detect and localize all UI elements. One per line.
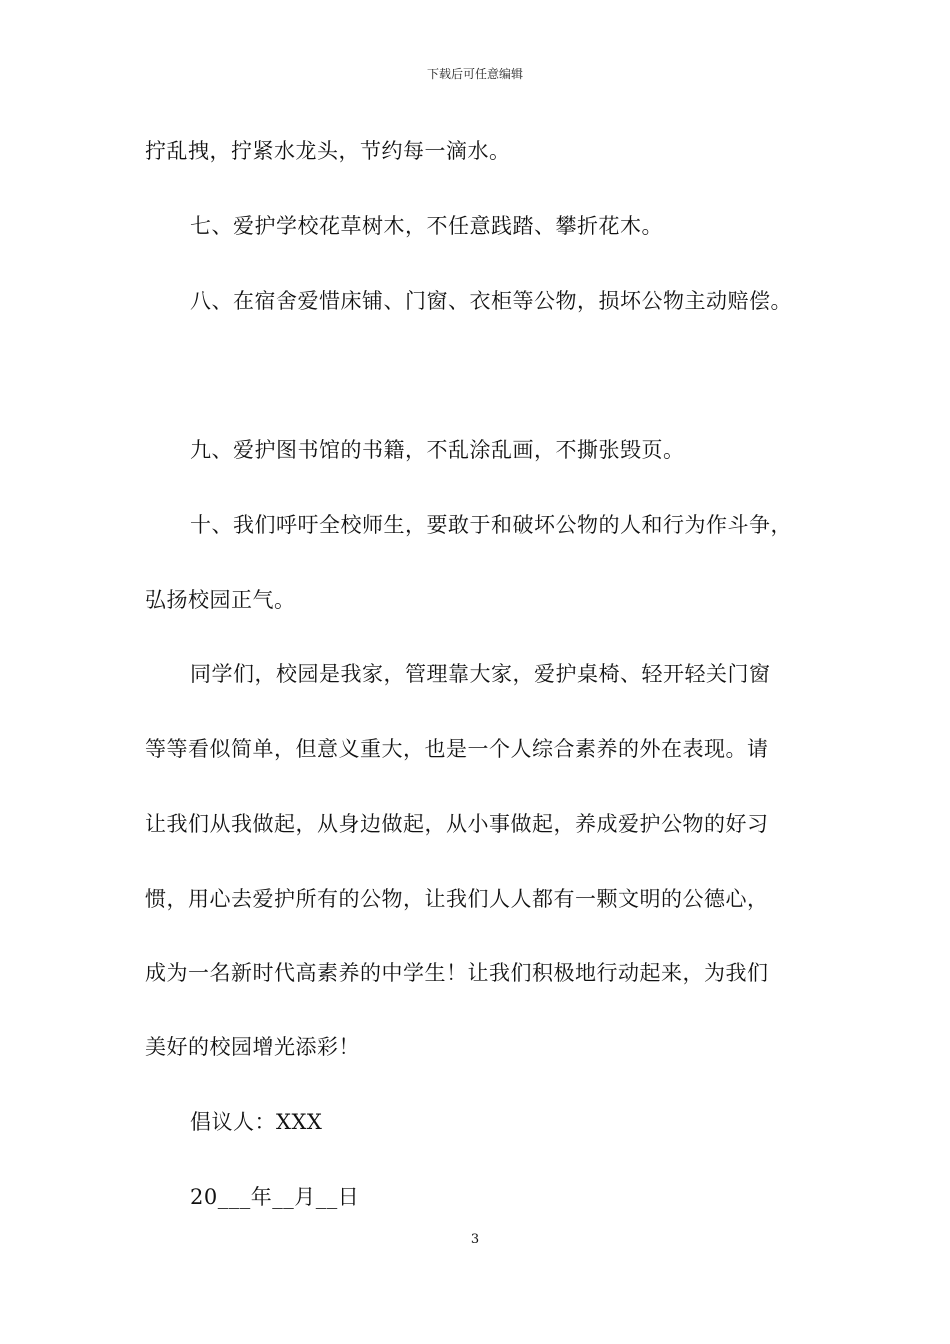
text-line: 弘扬校园正气。 [145,588,296,612]
text-line: 让我们从我做起，从身边做起，从小事做起，养成爱护公物的好习 [145,812,769,836]
text-line: 等等看似简单，但意义重大，也是一个人综合素养的外在表现。请 [145,737,769,761]
page-number: 3 [470,1232,480,1247]
text-line: 拧乱拽，拧紧水龙头，节约每一滴水。 [145,139,511,163]
text-line: 八、在宿舍爱惜床铺、门窗、衣柜等公物，损坏公物主动赔偿。 [190,289,792,313]
text-line: 七、爱护学校花草树木，不任意践踏、攀折花木。 [190,214,663,238]
text-line: 同学们，校园是我家，管理靠大家，爱护桌椅、轻开轻关门窗 [190,662,771,686]
text-line: 九、爱护图书馆的书籍，不乱涂乱画，不撕张毁页。 [190,438,685,462]
text-line: 美好的校园增光添彩！ [145,1035,360,1059]
signatory-line: 倡议人：XXX [190,1110,323,1134]
text-line: 十、我们呼吁全校师生，要敢于和破坏公物的人和行为作斗争， [190,513,792,537]
page-header-note: 下载后可任意编辑 [426,67,523,81]
text-line: 成为一名新时代高素养的中学生！让我们积极地行动起来，为我们 [145,961,769,985]
text-line: 惯，用心去爱护所有的公物，让我们人人都有一颗文明的公德心， [145,887,769,911]
date-line: 20___年__月__日 [190,1185,360,1209]
